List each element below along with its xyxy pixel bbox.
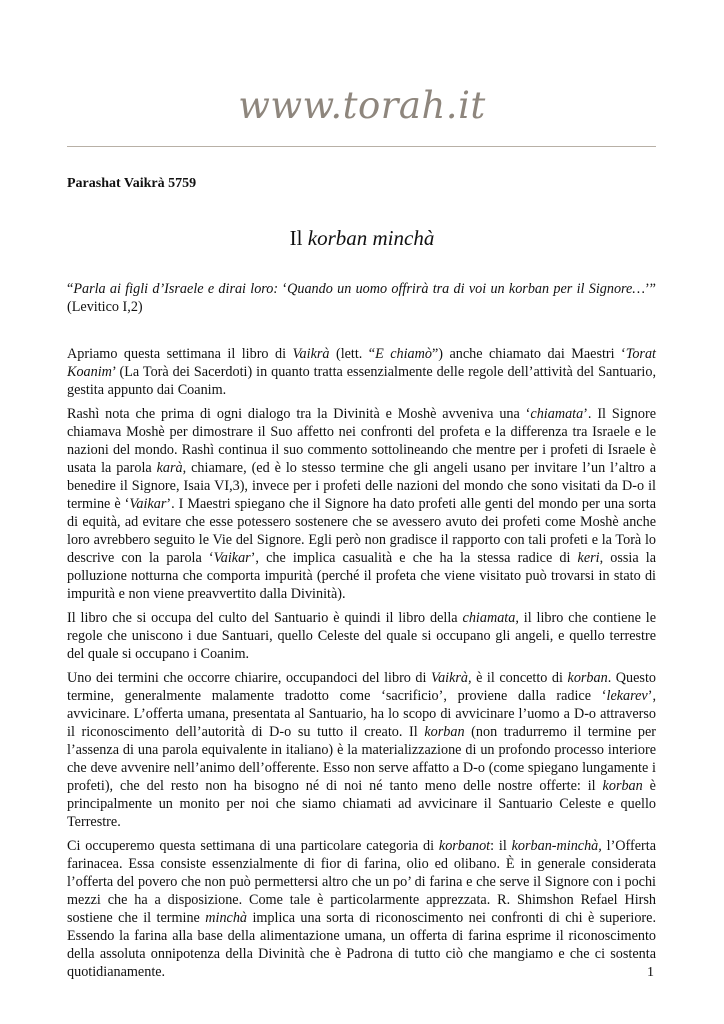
header-divider xyxy=(67,146,656,147)
italic-term: chiamata, xyxy=(462,610,519,626)
italic-term: korban xyxy=(567,670,608,686)
body-paragraph xyxy=(67,609,656,663)
epigraph-quote xyxy=(67,280,656,316)
italic-term: Vaikar xyxy=(213,550,251,566)
italic-term: Vaikar xyxy=(129,496,167,512)
italic-term: E chiamò xyxy=(375,346,432,362)
text-run: Il libro che si occupa del culto del Santuario è quindi il libro della xyxy=(67,610,463,626)
italic-term: minchà xyxy=(205,910,248,926)
body-paragraph xyxy=(67,345,656,399)
body-paragraph xyxy=(67,405,656,603)
italic-term: keri xyxy=(577,550,600,566)
article-body xyxy=(67,345,656,987)
text-run: , ossia la polluzione notturna che comporta impurità (perché il profeta che viene visitato può trovarsi in stato di impurità e non viene preavvertito dalla Divinità). xyxy=(67,550,656,602)
page-number: 1 xyxy=(647,965,654,980)
italic-term: korban-minchà, xyxy=(511,838,602,854)
italic-term: lekarev xyxy=(606,688,648,704)
text-run: . Questo termine, generalmente malamente tradotto come ‘sacrificio’, proviene dalla radice ‘ xyxy=(67,670,656,704)
italic-term: karà xyxy=(156,460,183,476)
italic-term: korbanot xyxy=(438,838,491,854)
italic-term: Torat Koanim xyxy=(67,346,656,380)
epigraph-italic-2: Quando un uomo offrirà tra di voi un korban per il Signore… xyxy=(287,281,645,297)
text-run: è principalmente un monito per noi che siamo chiamati ad avvicinare il Santuario Celeste e quello Terrestre. xyxy=(67,778,656,830)
body-paragraph xyxy=(67,837,656,981)
text-run: (non tradurremo il termine per l’assenza di una parola equivalente in italiano) è la materializzazione di un profondo processo interiore che deve avvenire nell’animo dell’offerente. Esso non serve affatto a D-o (come spiegano lungamente i profeti), che del resto non ha bisogno né di noi né tanto meno delle nostre offerte: il xyxy=(67,724,656,794)
article-title xyxy=(0,226,724,251)
italic-term: korban xyxy=(602,778,643,794)
text-run: ’, che implica casualità e che ha la stessa radice di xyxy=(250,550,578,566)
text-run: ’. I Maestri spiegano che il Signore ha dato profeti alle genti del mondo per una sorta di equità, ad evitare che esse potessero sostenere che se avessero avuto dei profeti come Moshè anche loro avrebbero seguito le Vie del Signore. Egli però non gradisce il rapporto con tali profeti e la Torà lo descrive con la parola ‘ xyxy=(67,496,656,566)
text-run: l’Offerta farinacea. Essa consiste essenzialmente di fior di farina, olio ed olibano. È in generale considerata l’offerta del povero che non può permettersi altro che un po’ di farina e che serve il Signore con i pochi mezzi che ha a disposizione. Come tale è particolarmente apprezzata. R. Shimshon Refael Hirsh sostiene che il termine xyxy=(67,838,657,926)
title-prefix: Il xyxy=(289,226,308,250)
italic-term: korban xyxy=(424,724,465,740)
text-run: ’. Il Signore chiamava Moshè per dimostrare il Suo affetto nei confronti del profeta e la differenza tra Israele e le nazioni del mondo. Rashì continua il suo commento sottolineando che mentre per i profeti di Israele è usata la parola xyxy=(67,406,656,476)
text-run: ’ (La Torà dei Sacerdoti) in quanto tratta essenzialmente delle regole dell’attività del Santuario, gestita appunto dai Coanim. xyxy=(67,364,656,398)
italic-term: chiamata xyxy=(530,406,584,422)
epigraph-quote-2: ‘ xyxy=(278,281,288,297)
text-run: implica una sorta di riconoscimento nei confronti di chi è superiore. Essendo la farina alla base della alimentazione umana, un offerta di farina esprime il riconoscimento della assoluta onnipotenza della Divinità che è Padrona di tutto ciò che mangiamo e che ci sostenta quotidianamente. xyxy=(67,910,656,980)
text-run: Ci occuperemo questa settimana di una particolare categoria di xyxy=(67,838,439,854)
text-run: Apriamo questa settimana il libro di xyxy=(67,346,293,362)
epigraph-italic-1: Parla ai figli d’Israele e dirai loro: xyxy=(73,281,279,297)
site-header-logo: www.torah.it xyxy=(238,84,486,127)
text-run: è il concetto di xyxy=(471,670,568,686)
italic-term: Vaikrà, xyxy=(430,670,472,686)
parashah-heading: Parashat Vaikrà 5759 xyxy=(67,176,197,191)
text-run: Uno dei termini che occorre chiarire, occupandoci del libro di xyxy=(67,670,431,686)
text-run: ”) anche chiamato dai Maestri ‘ xyxy=(432,346,626,362)
text-run: ’, avvicinare. L’offerta umana, presentata al Santuario, ha lo scopo di avvicinare l’uomo a D-o attraverso il riconoscimento dell’autorità di D-o su tutto il creato. Il xyxy=(67,688,656,740)
text-run: : il xyxy=(490,838,512,854)
epigraph-open-quote: “ xyxy=(67,281,74,297)
text-run: , chiamare, (ed è lo stesso termine che gli angeli usano per invitare l’un l’altro a benedire il Signore, Isaia VI,3), invece per i profeti delle nazioni del mondo che sono visitati da D-o il termine è ‘ xyxy=(67,460,656,512)
text-run: (lett. “ xyxy=(329,346,376,362)
title-italic: korban minchà xyxy=(307,226,435,250)
text-run: il libro che contiene le regole che uniscono i due Santuari, quello Celeste del quale si occupano gli angeli, e quello terrestre del quale si occupano i Coanim. xyxy=(67,610,657,662)
epigraph-citation: ’” (Levitico I,2) xyxy=(67,281,656,315)
italic-term: Vaikrà xyxy=(292,346,330,362)
text-run: Rashì nota che prima di ogni dialogo tra la Divinità e Moshè avveniva una ‘ xyxy=(67,406,531,422)
body-paragraph xyxy=(67,669,656,831)
